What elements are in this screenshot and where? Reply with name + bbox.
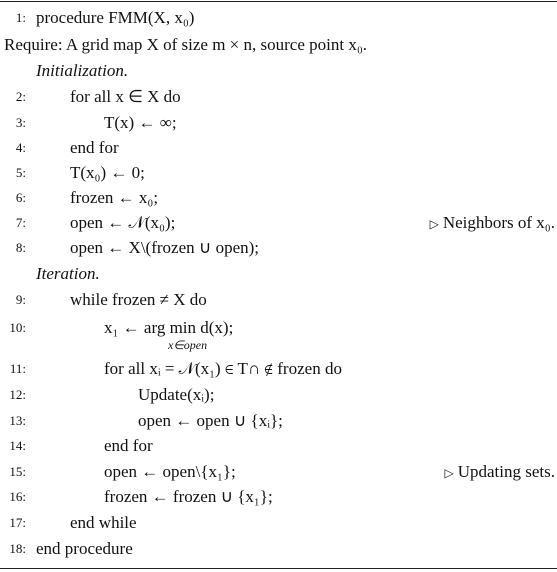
algorithm-line xyxy=(0,135,557,160)
algorithm-line xyxy=(0,110,557,135)
bottom-rule xyxy=(0,568,557,569)
algorithm-line xyxy=(0,210,557,235)
line-text: open ← X\(frozen ∪ open); xyxy=(70,238,259,257)
comment-triangle-icon: ▷ xyxy=(429,217,439,231)
section-label: Iteration. xyxy=(36,264,100,283)
line-number: 15: xyxy=(9,464,26,479)
algorithm-line xyxy=(0,5,557,30)
line-text: T(x₀) ← 0; xyxy=(70,163,145,182)
algorithm-line xyxy=(0,287,557,312)
algorithm-line xyxy=(0,84,557,109)
comment-text: Updating sets. xyxy=(457,462,555,481)
line-text: while frozen ≠ X do xyxy=(70,290,207,309)
algorithm-line xyxy=(0,433,557,458)
line-text: end while xyxy=(70,513,137,532)
line-number: 16: xyxy=(9,489,26,504)
line-number: 4: xyxy=(15,140,26,155)
line-number: 13: xyxy=(9,413,26,428)
comment-text: Neighbors of x₀. xyxy=(442,213,555,232)
section-label: Initialization. xyxy=(36,61,129,80)
line-number: 3: xyxy=(15,115,26,130)
algorithm-line xyxy=(0,315,557,351)
line-comment xyxy=(430,210,555,237)
algorithm-line xyxy=(0,408,557,433)
comment-triangle-icon: ▷ xyxy=(444,466,454,480)
line-number: 17: xyxy=(9,515,26,530)
algorithm-line xyxy=(0,185,557,210)
algorithm-line xyxy=(0,261,557,286)
line-number: 18: xyxy=(9,541,26,556)
algorithm-line xyxy=(0,356,557,381)
line-text: end for xyxy=(104,436,153,455)
argmin-subscript: x∈open xyxy=(168,338,208,352)
line-number: 11: xyxy=(9,361,26,376)
line-text: open ← 𝒩(x₀); xyxy=(70,213,176,232)
algorithm-line xyxy=(0,32,557,57)
line-number: 2: xyxy=(15,89,26,104)
line-number: 14: xyxy=(9,438,26,453)
line-text: frozen ← x₀; xyxy=(70,188,159,207)
algorithm-line xyxy=(0,536,557,561)
line-text: open ← open ∪ {xᵢ}; xyxy=(138,411,283,430)
line-text: Update(xᵢ); xyxy=(138,385,215,404)
line-text: open ← open\{x₁}; xyxy=(104,462,236,481)
line-number: 5: xyxy=(15,165,26,180)
line-comment xyxy=(444,459,555,486)
line-text: procedure FMM(X, x₀) xyxy=(36,8,195,27)
algorithm-line xyxy=(0,459,557,484)
line-text: end for xyxy=(70,138,119,157)
algorithm-line xyxy=(0,510,557,535)
line-number: 9: xyxy=(15,292,26,307)
require-text: Require: A grid map X of size m × n, source point x₀. xyxy=(4,35,368,54)
line-text: x₁ ← arg min d(x); xyxy=(104,318,234,337)
algorithm-line xyxy=(0,382,557,407)
line-number: 8: xyxy=(15,240,26,255)
line-number: 1: xyxy=(15,10,26,25)
algorithm-line xyxy=(0,484,557,509)
line-text: T(x) ← ∞; xyxy=(104,113,177,132)
line-text: for all xᵢ = 𝒩(x₁) ∈ T∩ ∉ frozen do xyxy=(104,359,342,378)
line-number: 10: xyxy=(9,320,26,335)
line-number: 7: xyxy=(15,215,26,230)
algorithm-line xyxy=(0,58,557,83)
line-text: for all x ∈ X do xyxy=(70,87,181,106)
line-text: frozen ← frozen ∪ {x₁}; xyxy=(104,487,273,506)
line-text: end procedure xyxy=(36,539,133,558)
line-number: 12: xyxy=(9,387,26,402)
line-number: 6: xyxy=(15,190,26,205)
algorithm-line xyxy=(0,235,557,260)
top-rule xyxy=(0,1,557,2)
algorithm-line xyxy=(0,160,557,185)
